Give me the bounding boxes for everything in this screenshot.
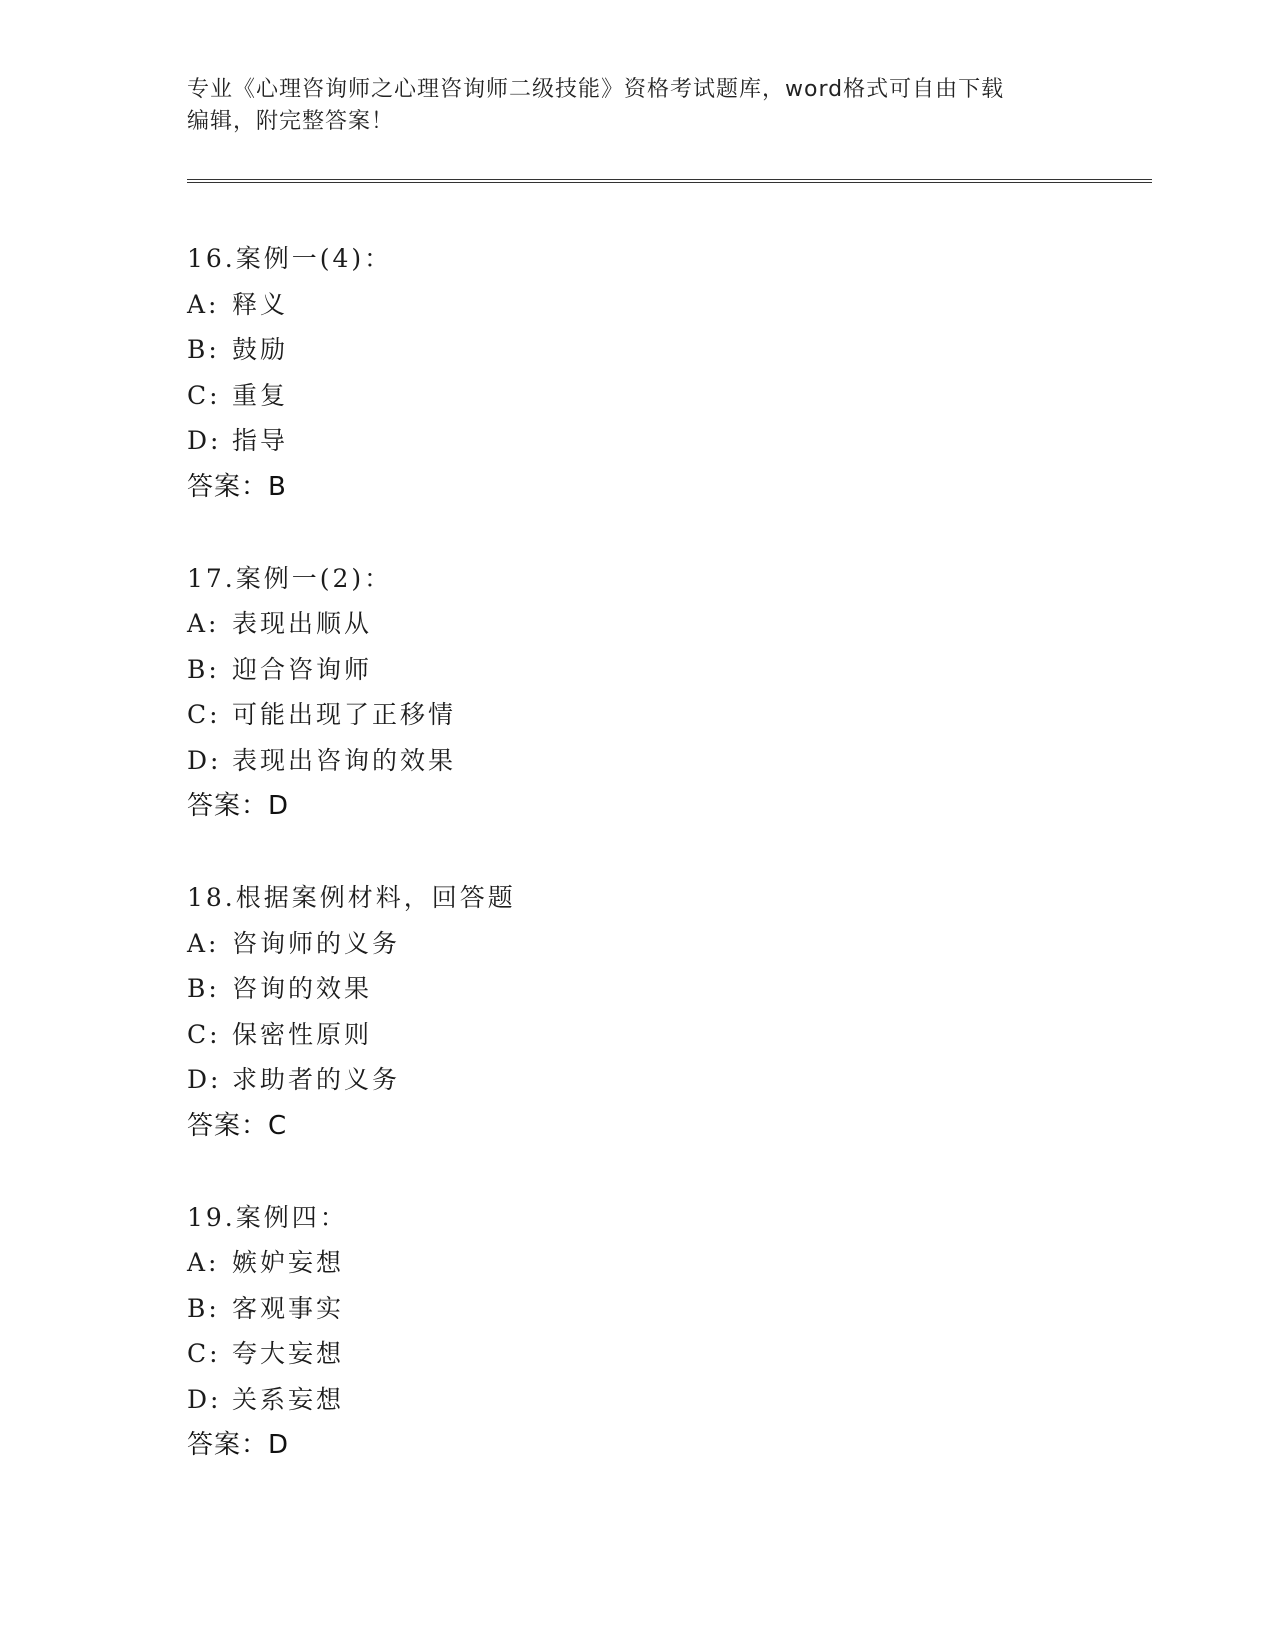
option-b xyxy=(187,327,1087,373)
option-text: 重复 xyxy=(232,380,289,410)
option-text: 指导 xyxy=(232,426,289,455)
option-d xyxy=(187,1057,1087,1103)
option-d xyxy=(187,1377,1087,1423)
option-text: 求助者的义务 xyxy=(232,1065,401,1094)
option-d xyxy=(187,738,1087,784)
option-letter: D: xyxy=(187,1384,222,1414)
question-17 xyxy=(187,556,1087,830)
question-stem: 18.根据案例材料，回答题 xyxy=(187,883,516,912)
option-letter: B: xyxy=(187,335,220,364)
question-list xyxy=(187,236,1087,1514)
option-letter: B: xyxy=(187,974,220,1003)
option-c xyxy=(187,1331,1087,1377)
answer-line: 答案：C xyxy=(187,1110,288,1141)
option-c xyxy=(187,692,1087,738)
option-text: 鼓励 xyxy=(232,335,289,364)
option-text: 保密性原则 xyxy=(232,1019,373,1049)
question-stem: 16.案例一(4)： xyxy=(187,244,393,273)
option-letter: C: xyxy=(187,380,221,410)
option-text: 迎合咨询师 xyxy=(232,654,373,684)
option-c xyxy=(187,1012,1087,1058)
option-b xyxy=(187,1286,1087,1332)
answer-line: 答案：B xyxy=(187,471,287,502)
option-text: 夸大妄想 xyxy=(232,1339,345,1368)
answer-line: 答案：D xyxy=(187,1430,290,1460)
option-text: 关系妄想 xyxy=(232,1384,345,1414)
option-letter: B: xyxy=(187,1293,220,1323)
option-letter: C: xyxy=(187,1339,221,1368)
question-18 xyxy=(187,875,1087,1149)
question-stem: 17.案例一(2)： xyxy=(187,563,393,593)
option-text: 嫉妒妄想 xyxy=(232,1248,345,1277)
option-letter: A: xyxy=(187,928,220,958)
option-text: 客观事实 xyxy=(232,1293,345,1323)
option-letter: D: xyxy=(187,1065,222,1094)
option-text: 释义 xyxy=(232,289,289,319)
option-letter: A: xyxy=(187,609,220,638)
option-c xyxy=(187,373,1087,419)
question-16 xyxy=(187,236,1087,510)
option-b xyxy=(187,647,1087,693)
option-a xyxy=(187,921,1087,967)
option-text: 可能出现了正移情 xyxy=(232,700,457,729)
option-letter: D: xyxy=(187,426,222,455)
option-letter: A: xyxy=(187,289,220,319)
answer-line: 答案：D xyxy=(187,791,290,821)
option-b xyxy=(187,966,1087,1012)
question-stem: 19.案例四： xyxy=(187,1202,348,1232)
option-letter: B: xyxy=(187,654,220,684)
option-a xyxy=(187,1240,1087,1286)
option-text: 表现出顺从 xyxy=(232,609,373,638)
option-letter: C: xyxy=(187,700,221,729)
option-text: 咨询的效果 xyxy=(232,974,373,1003)
option-text: 咨询师的义务 xyxy=(232,928,401,958)
option-d xyxy=(187,418,1087,464)
option-letter: C: xyxy=(187,1019,221,1049)
option-a xyxy=(187,282,1087,328)
option-letter: A: xyxy=(187,1248,220,1277)
question-19 xyxy=(187,1195,1087,1469)
header-line-2: 编辑，附完整答案！ xyxy=(187,109,395,134)
option-a xyxy=(187,601,1087,647)
document-header xyxy=(187,74,1067,138)
header-divider xyxy=(187,179,1152,183)
option-letter: D: xyxy=(187,745,222,775)
header-line-1: 专业《心理咨询师之心理咨询师二级技能》资格考试题库，word格式可自由下载 xyxy=(187,77,1005,102)
option-text: 表现出咨询的效果 xyxy=(232,745,457,775)
